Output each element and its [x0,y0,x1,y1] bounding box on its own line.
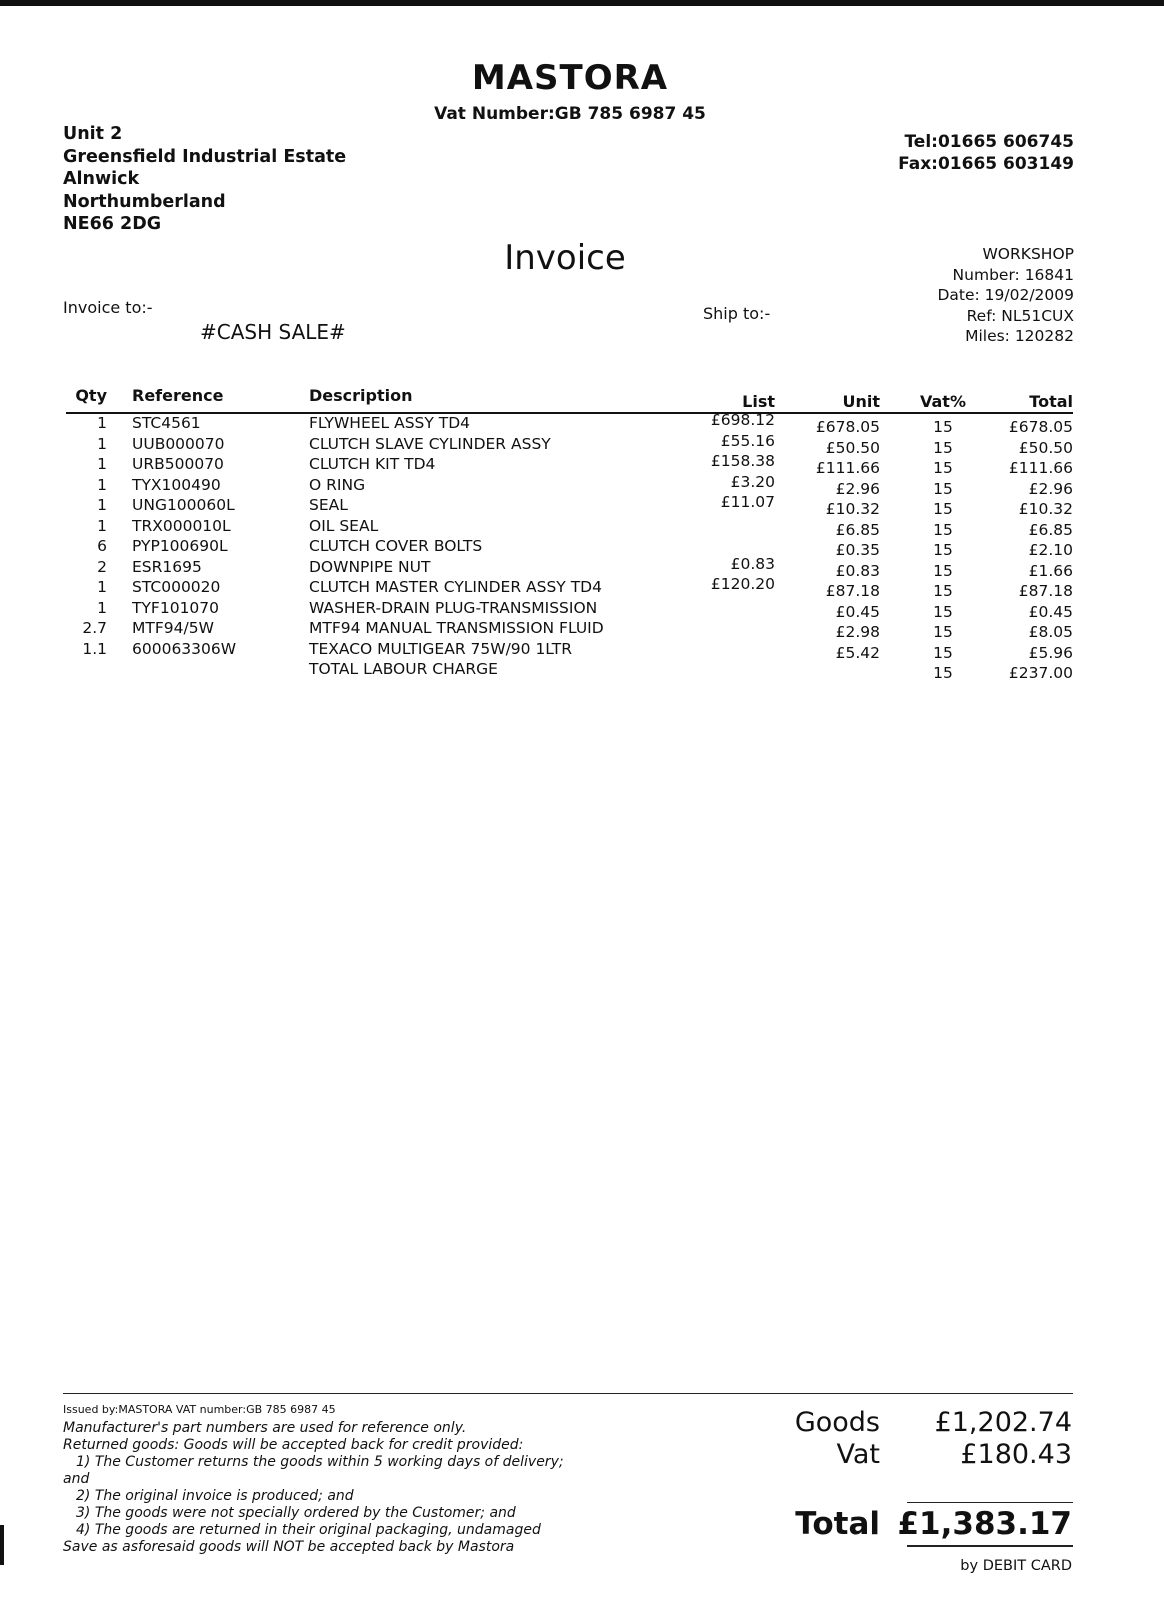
cell-line-total: £8.05 [1028,623,1073,641]
cell-list-price: £120.20 [710,575,775,593]
cell-line-total: £50.50 [1018,438,1073,457]
terms-line: and [63,1471,90,1487]
cell-list-price: £3.20 [730,472,775,491]
scan-edge-left [0,1525,4,1565]
total-rule-top [907,1502,1073,1503]
table-header [60,386,1075,414]
cell-vat-rate: 15 [933,541,953,559]
cell-vat-rate: 15 [933,623,953,641]
cell-line-total: £6.85 [1028,520,1073,539]
cell-list-price: £11.07 [720,493,775,511]
cell-qty: 2 [97,557,107,576]
cell-vat-rate: 15 [933,561,953,580]
cell-vat-rate: 15 [933,500,953,518]
header-total: Total [1029,392,1073,411]
cell-description: SEAL [309,496,348,514]
cell-line-total: £2.10 [1028,541,1073,559]
cell-qty: 6 [97,537,107,555]
cell-qty: 1 [97,516,107,535]
cell-line-total: £5.96 [1028,643,1073,662]
tel-number: Tel:01665 606745 [904,132,1074,152]
footer-divider [63,1393,1073,1394]
cell-description: WASHER-DRAIN PLUG-TRANSMISSION [309,598,598,617]
table-row [60,431,1075,457]
vehicle-ref: Ref: NL51CUX [966,306,1074,325]
cell-unit-price: £5.42 [835,643,880,662]
total-value: £1,383.17 [897,1506,1072,1542]
table-row [60,554,1075,580]
payment-method: by DEBIT CARD [960,1558,1072,1574]
cell-unit-price: £2.98 [835,623,880,641]
cell-vat-rate: 15 [933,459,953,477]
cell-qty: 1 [97,455,107,473]
cell-vat-rate: 15 [933,418,953,436]
cell-qty: 1 [97,434,107,453]
cell-vat-rate: 15 [933,643,953,662]
cell-reference: STC000020 [132,578,221,596]
vat-value: £180.43 [960,1439,1072,1470]
cell-list-price: £158.38 [710,452,775,470]
cell-line-total: £678.05 [1008,418,1073,436]
cell-unit-price: £87.18 [825,582,880,600]
vat-label: Vat [836,1439,880,1470]
returns-terms [63,1420,583,1556]
cell-description: CLUTCH SLAVE CYLINDER ASSY [309,434,551,453]
cell-qty: 1 [97,578,107,596]
cell-unit-price: £2.96 [835,479,880,498]
cell-reference: TYF101070 [132,598,220,617]
vehicle-miles: Miles: 120282 [965,327,1074,345]
scan-edge-top [0,0,1164,6]
cell-description: DOWNPIPE NUT [309,557,431,576]
cell-description: OIL SEAL [309,516,379,535]
table-row [60,619,1075,640]
table-row [60,660,1075,681]
terms-line: 3) The goods were not specially ordered by the Customer; and [76,1505,516,1521]
cell-line-total: £237.00 [1008,664,1073,682]
cell-reference: URB500070 [132,455,224,473]
cell-qty: 1 [97,475,107,494]
address-line: Northumberland [63,191,226,212]
cell-reference: PYP100690L [132,537,228,555]
contact-block [814,131,1074,175]
address-line: Alnwick [63,169,140,189]
terms-line: Manufacturer's part numbers are used for reference only. [63,1420,467,1436]
cell-description: O RING [309,475,366,494]
cell-reference: MTF94/5W [132,619,214,637]
line-items-table [60,386,1075,682]
workshop-label: WORKSHOP [982,245,1074,263]
table-row [60,452,1075,477]
invoice-date: Date: 19/02/2009 [937,286,1074,304]
cell-line-total: £0.45 [1028,602,1073,621]
invoice-number: Number: 16841 [952,265,1074,284]
terms-line: Returned goods: Goods will be accepted back for credit provided: [63,1437,524,1453]
terms-line: 2) The original invoice is produced; and [76,1488,354,1504]
cell-qty: 1 [97,598,107,617]
cell-description: CLUTCH COVER BOLTS [309,537,483,555]
cell-vat-rate: 15 [933,582,953,600]
cell-line-total: £87.18 [1018,582,1073,600]
total-label: Total [795,1506,880,1542]
company-address [63,123,346,236]
cell-reference: UNG100060L [132,496,235,514]
company-name: MASTORA [471,58,669,98]
cell-reference: 600063306W [132,639,237,658]
address-line: Greensfield Industrial Estate [63,146,347,167]
customer-name: #CASH SALE# [200,320,346,344]
document-title: Invoice [504,238,626,278]
cell-list-price: £0.83 [730,554,775,573]
cell-qty: 1.1 [82,639,107,658]
cell-vat-rate: 15 [933,520,953,539]
cell-qty: 1 [97,496,107,514]
cell-qty: 2.7 [82,619,107,637]
table-row [60,493,1075,518]
invoice-to-label: Invoice to:- [63,298,153,317]
total-rule-bottom [907,1545,1073,1547]
goods-label: Goods [794,1407,880,1438]
fax-number: Fax:01665 603149 [898,154,1074,174]
cell-reference: TRX000010L [132,516,231,535]
cell-unit-price: £10.32 [825,500,880,518]
terms-line: 1) The Customer returns the goods within 5 working days of delivery; [76,1454,564,1470]
cell-reference: TYX100490 [132,475,221,494]
header-description: Description [309,386,413,405]
table-row [60,537,1075,558]
table-row [60,575,1075,600]
cell-unit-price: £678.05 [815,418,880,436]
header-qty: Qty [75,386,107,405]
header-list: List [742,392,775,411]
cell-line-total: £10.32 [1018,500,1073,518]
ship-to-label: Ship to:- [703,304,771,323]
cell-description: TEXACO MULTIGEAR 75W/90 1LTR [309,639,573,658]
header-unit: Unit [842,392,880,411]
cell-list-price: £55.16 [720,431,775,450]
vat-number: Vat Number:GB 785 6987 45 [434,104,706,124]
table-row [60,411,1075,436]
cell-description: MTF94 MANUAL TRANSMISSION FLUID [309,619,604,637]
cell-unit-price: £0.83 [835,561,880,580]
cell-unit-price: £0.35 [835,541,880,559]
address-line: Unit 2 [63,124,123,144]
header-reference: Reference [132,386,224,405]
cell-description: FLYWHEEL ASSY TD4 [309,414,471,432]
address-line: NE66 2DG [63,214,162,234]
cell-reference: UUB000070 [132,434,225,453]
cell-reference: STC4561 [132,414,201,432]
workshop-details [814,244,1074,347]
cell-unit-price: £6.85 [835,520,880,539]
table-row [60,472,1075,498]
cell-description: CLUTCH MASTER CYLINDER ASSY TD4 [309,578,602,596]
cell-vat-rate: 15 [933,438,953,457]
goods-value: £1,202.74 [934,1407,1072,1438]
cell-vat-rate: 15 [933,602,953,621]
issued-by: Issued by:MASTORA VAT number:GB 785 6987 45 [63,1403,336,1416]
cell-line-total: £2.96 [1028,479,1073,498]
table-row [60,517,1075,538]
table-row [60,599,1075,620]
cell-line-total: £111.66 [1008,459,1073,477]
cell-list-price: £698.12 [710,411,775,429]
header-vat: Vat% [920,392,966,411]
cell-unit-price: £50.50 [825,438,880,457]
cell-unit-price: £0.45 [835,602,880,621]
cell-description: CLUTCH KIT TD4 [309,455,436,473]
cell-description: TOTAL LABOUR CHARGE [309,660,498,678]
terms-line: 4) The goods are returned in their original packaging, undamaged [76,1522,541,1538]
table-body [60,411,1075,682]
cell-vat-rate: 15 [933,479,953,498]
cell-unit-price: £111.66 [815,459,880,477]
cell-reference: ESR1695 [132,557,202,576]
terms-line: Save as asforesaid goods will NOT be accepted back by Mastora [63,1539,515,1555]
table-row [60,640,1075,661]
cell-line-total: £1.66 [1028,561,1073,580]
cell-qty: 1 [97,414,107,432]
cell-vat-rate: 15 [933,664,953,682]
